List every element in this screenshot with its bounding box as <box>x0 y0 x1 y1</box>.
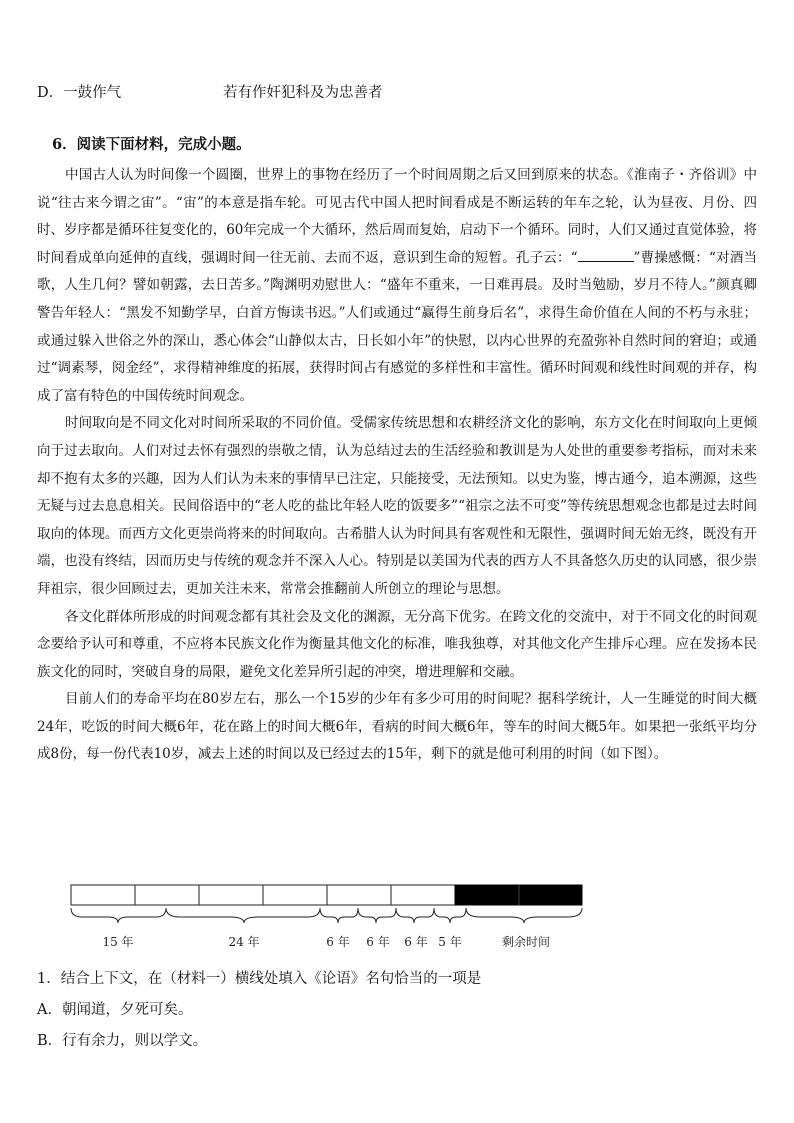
question-1: 1．结合上下文，在（材料一）横线处填入《论语》名句恰当的一项是 <box>37 971 482 987</box>
option-a: A．朝闻道，夕死可矣。 <box>37 1002 193 1018</box>
reading-passage <box>37 162 757 769</box>
brace <box>358 908 396 923</box>
paragraph-3: 各文化群体所形成的时间观念都有其社会及文化的渊源，无分高下优劣。在跨文化的交流中，对于不同文化的时间观念要给予认可和尊重，不应将本民族文化作为衡量其他文化的标准，唯我独尊，对其他文化产生排斥心理。应在发扬本民族文化的同时，突破自身的局限，避免文化差异所引起的冲突，增进理解和交融。 <box>37 608 757 680</box>
figure-labels <box>102 934 550 949</box>
figure-label: 6 年 <box>404 935 428 949</box>
brace <box>71 908 166 923</box>
paragraph-1-part-2: ”曹操感慨：“对酒当歌，人生几何？譬如朝露，去日苦多。”陶渊明劝慰世人：“盛年不重来，一日难再晨。及时当勉励，岁月不待人。”颜真卿警告年轻人：“黑发不知勤学早，白首方悔读书迟。”人们或通过“赢得生前身后名”，求得生命价值在人间的不朽与永驻；或通过躲入世俗之外的深山，悉心体会“山静似太古，日长如小年”的快慰，以内心世界的充盈弥补自然时间的窘迫；或通过“调素琴，阅金经”，求得精神维度的拓展，获得时间占有感觉的多样性和丰富性。循环时间观和线性时间观的并存，构成了富有特色的中国传统时间观念。 <box>37 249 757 404</box>
brace <box>166 908 320 923</box>
brace <box>466 908 582 923</box>
segment <box>71 885 135 905</box>
figure-label: 6 年 <box>326 935 350 949</box>
figure-label: 剩余时间 <box>501 935 551 949</box>
brace <box>396 908 434 923</box>
paragraph-4: 目前人们的寿命平均在80岁左右，那么一个15岁的少年有多少可用的时间呢？据科学统计，人一生睡觉的时间大概24年，吃饭的时间大概6年，花在路上的时间大概6年，看病的时间大概6年，等车的时间大概5年。如果把一张纸平均分成8份，每一份代表10岁，减去上述的时间以及已经过去的15年，剩下的就是他可利用的时间（如下图）。 <box>37 691 757 763</box>
segment-shaded <box>455 885 519 905</box>
option-d <box>37 81 383 102</box>
figure-label: 6 年 <box>366 935 390 949</box>
brace <box>320 908 358 923</box>
option-b: B．行有余力，则以学文。 <box>37 1033 208 1049</box>
segment <box>135 885 199 905</box>
braces <box>71 908 582 923</box>
figure-label: 15 年 <box>102 935 134 949</box>
segment <box>391 885 455 905</box>
paragraph-1-part-1: 中国古人认为时间像一个圆圈，世界上的事物在经历了一个时间周期之后又回到原来的状态。《淮南子・齐俗训》中说“往古来今谓之宙”。“宙”的本意是指车轮。可见古代中国人把时间看成是不断运转的年车之轮，认为昼夜、月份、四时、岁序都是循环往复变化的，60年完成一个大循环，然后周而复始，启动下一个循环。同时，人们又通过直觉体验，将时间看成单向延伸的直线，强调时间一往无前、去而不返，意识到生命的短暂。孔子云：“ <box>37 167 757 266</box>
figure-label: 24 年 <box>228 935 260 949</box>
figure-label: 5 年 <box>438 935 462 949</box>
segment <box>327 885 391 905</box>
brace <box>434 908 466 923</box>
segment-shaded <box>519 885 582 905</box>
paragraph-2: 时间取向是不同文化对时间所采取的不同价值。受儒家传统思想和农耕经济文化的影响，东方文化在时间取向上更倾向于过去取向。人们对过去怀有强烈的崇敬之情，认为总结过去的生活经验和教训是为人处世的重要参考指标，而对未来却不抱有太多的兴趣，因为人们认为未来的事情早已注定，只能接受，无法预知。以史为鉴，博古通今，追本溯源，这些无疑与过去息息相关。民间俗语中的“老人吃的盐比年轻人吃的饭要多”“祖宗之法不可变”等传统思想观念也都是过去时间取向的体现。而西方文化更崇尚将来的时间取向。古希腊人认为时间具有客观性和无限性，强调时间无始无终，既没有开端，也没有终结，因而历史与传统的观念并不深入人心。特别是以美国为代表的西方人不具备悠久历史的认同感，很少崇拜祖宗，很少回顾过去，更加关注未来，常常会推翻前人所创立的理论与思想。 <box>37 415 757 597</box>
question-header: 6．阅读下面材料，完成小题。 <box>52 136 251 153</box>
segment <box>199 885 263 905</box>
time-allocation-figure <box>70 875 590 955</box>
paper-strip <box>71 885 582 905</box>
fill-in-blank <box>578 247 634 262</box>
paragraph-1 <box>37 162 757 410</box>
option-d-label: D．一鼓作气 <box>37 85 122 101</box>
option-d-text: 若有作奸犯科及为忠善者 <box>223 85 383 101</box>
segment <box>263 885 327 905</box>
